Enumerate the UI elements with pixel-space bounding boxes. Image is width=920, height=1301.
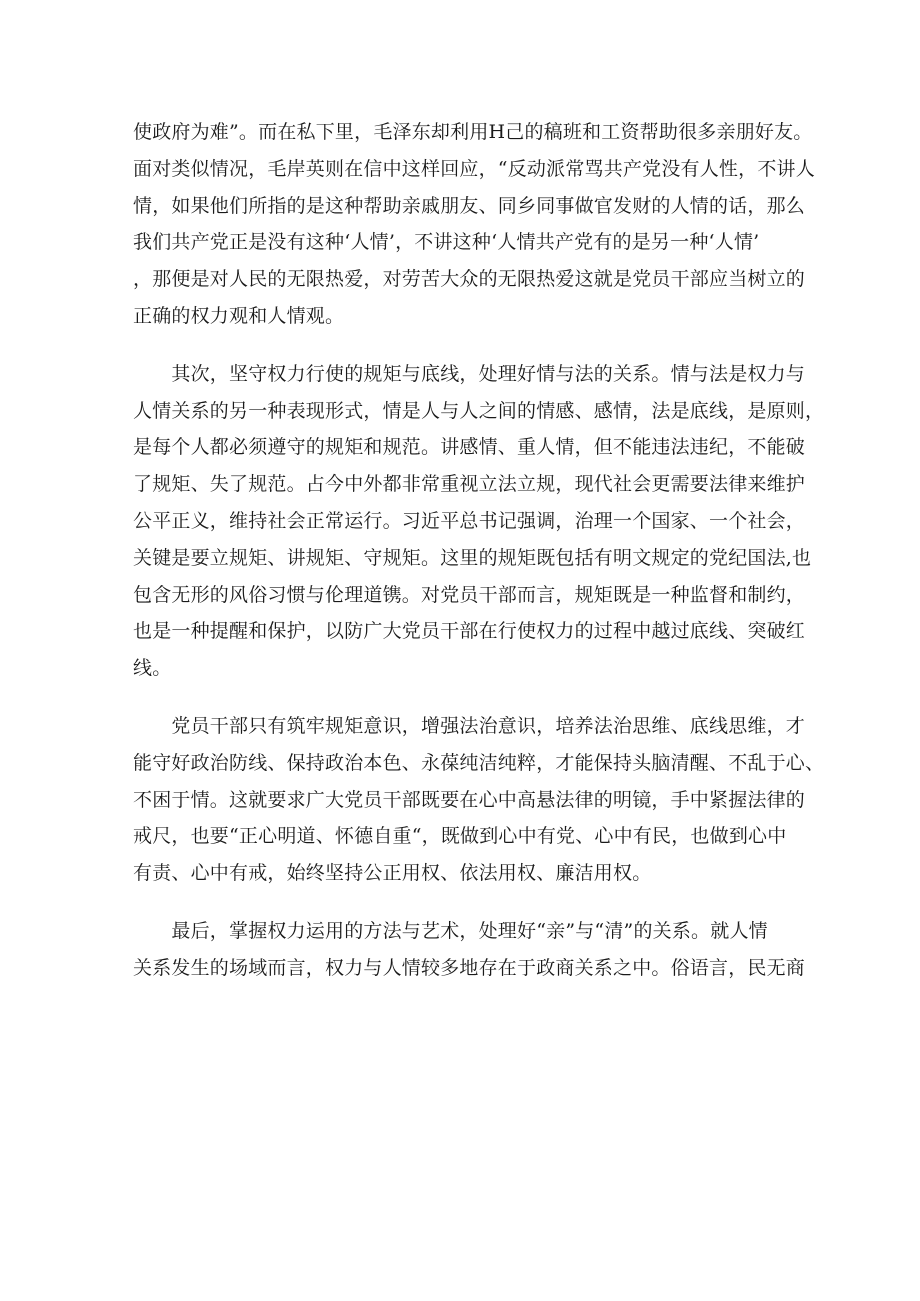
- text-line: ，那便是对人民的无限热爱，对劳苦大众的无限热爱这就是党员干部应当树立的: [133, 268, 806, 291]
- text-line: 党员干部只有筑牢规矩意识，增强法治意识，培养法治思维、底线思维，才: [133, 714, 806, 737]
- document-body: [133, 114, 825, 987]
- text-line: 能守好政治防线、保持政治本色、永葆纯洁纯粹，才能保持头脑清醒、不乱于心、: [133, 751, 825, 774]
- paragraph-gap: [133, 687, 803, 708]
- paragraph: [133, 708, 825, 892]
- text-line: 关键是要立规矩、讲规矩、守规矩。这里的规矩既包括有明文规定的党纪国法,也: [133, 546, 812, 569]
- text-line: 其次，坚守权力行使的规矩与底线，处理好情与法的关系。情与法是权力与: [133, 362, 806, 385]
- text-line: 了规矩、失了规范。占今中外都非常重视立法立规，现代社会更需要法律来维护: [133, 473, 806, 496]
- text-line: 不困于情。这就要求广大党员干部既要在心中高悬法律的明镜，手中紧握法律的: [133, 788, 806, 811]
- text-line: 包含无形的风俗习惯与伦理道镌。对党员干部而言，规矩既是一种监督和制约，: [133, 583, 806, 606]
- text-line: 也是一种提醒和保护，以防广大党员干部在行使权力的过程中越过底线、突破红: [133, 620, 806, 643]
- text-line: 人情关系的另一种表现形式，情是人与人之间的情感、感情，法是底线，是原则，: [133, 399, 825, 422]
- text-line: 戒尺，也要“正心明道、怀德自重“，既做到心中有党、心中有民，也做到心中: [133, 825, 787, 848]
- text-line: 是每个人都必须遵守的规矩和规范。讲感情、重人情，但不能违法违纪，不能破: [133, 436, 806, 459]
- text-line: 使政府为难”。而在私下里，毛泽东却利用H己的稿班和工资帮助很多亲朋好友。: [133, 121, 813, 143]
- text-line: 面对类似情况，毛岸英则在信中这样回应，“反动派常骂共产党没有人性，不讲人: [133, 157, 815, 180]
- text-line: 情，如果他们所指的是这种帮助亲戚朋友、同乡同事做官发财的人情的话，那么: [133, 194, 806, 217]
- text-line: 有责、心中有戒，始终坚持公正用权、依法用权、廉洁用权。: [133, 862, 652, 885]
- text-line: 关系发生的场域而言，权力与人情较多地存在于政商关系之中。俗语言，民无商: [133, 956, 806, 979]
- paragraph: [133, 356, 825, 687]
- paragraph-gap: [133, 892, 803, 913]
- paragraph: [133, 913, 806, 987]
- text-line: 正确的权力观和人情观。: [133, 304, 345, 327]
- text-line: 公平正义，维持社会正常运行。习近平总书记强调，治理一个国家、一个社会，: [133, 509, 806, 532]
- text-line: 最后，掌握权力运用的方法与艺术，处理好“亲”与“清”的关系。就人情: [133, 919, 768, 942]
- text-line: 我们共产党正是没有这种‘人情’，不讲这种‘人情共产党有的是另一种‘人情’: [133, 231, 760, 254]
- text-line: 线。: [133, 657, 172, 680]
- paragraph: [133, 114, 815, 335]
- paragraph-gap: [133, 335, 803, 356]
